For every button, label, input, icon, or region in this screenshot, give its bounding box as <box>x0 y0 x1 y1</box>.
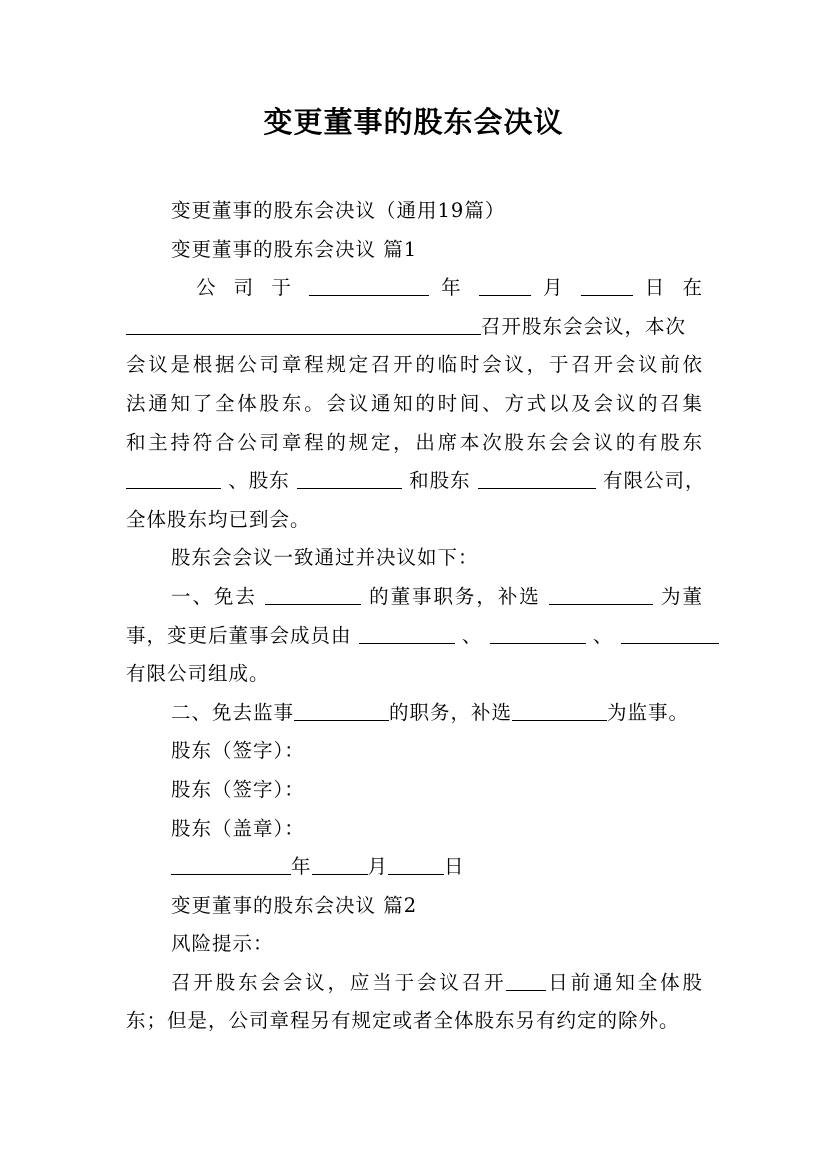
blank-date-month <box>312 855 368 876</box>
shareholders-line <box>126 462 706 501</box>
section-heading-1: 变更董事的股东会决议 篇1 <box>171 237 418 261</box>
blank-location <box>126 314 481 335</box>
section-heading-2: 变更董事的股东会决议 篇2 <box>171 893 418 917</box>
blank-removed-supervisor <box>294 700 389 721</box>
location-line <box>126 308 703 347</box>
text-month: 月 <box>542 276 569 300</box>
blank-date-year <box>171 855 291 876</box>
notice-line-2: 东；但是，公司章程另有规定或者全体股东另有约定的除外。 <box>126 1009 680 1033</box>
risk-label: 风险提示： <box>171 932 274 956</box>
blank-shareholder-1 <box>126 469 221 490</box>
r1-text-c: 为董 <box>661 584 703 608</box>
blank-board-member-1 <box>359 623 455 644</box>
body-line-5: 和主持符合公司章程的规定，出席本次股东会会议的有股东 <box>126 430 703 454</box>
shareholder-end: 有限公司， <box>603 469 706 493</box>
text-day: 日 <box>644 276 671 300</box>
notice-text-a: 召开股东会会议，应当于会议召开 <box>171 970 507 994</box>
notice-line-1 <box>126 964 703 1003</box>
r2-text-b: 的职务，补选 <box>389 700 513 724</box>
date-day-label: 日 <box>444 855 465 879</box>
blank-board-member-3 <box>621 623 719 644</box>
resolution-intro: 股东会会议一致通过并决议如下： <box>171 546 479 570</box>
date-month-label: 月 <box>367 855 389 879</box>
shareholder-sep-2: 和股东 <box>409 469 471 493</box>
resolution-1-line-2 <box>126 617 703 656</box>
body-line-3: 会议是根据公司章程规定召开的临时会议，于召开会议前依 <box>126 353 703 377</box>
r2-text-a: 二、免去监事 <box>171 700 295 724</box>
document-title: 变更董事的股东会决议 <box>263 105 564 139</box>
blank-elected-supervisor <box>512 700 607 721</box>
blank-shareholder-2 <box>297 469 402 490</box>
r1-text-d: 事，变更后董事会成员由 <box>126 623 352 647</box>
text-zai: 在 <box>682 276 703 300</box>
blank-elected-director <box>549 584 653 605</box>
blank-year <box>309 276 429 297</box>
company-date-line <box>126 269 703 308</box>
text-year: 年 <box>441 276 467 300</box>
blank-board-member-2 <box>490 623 586 644</box>
r1-sep-1: 、 <box>461 623 483 647</box>
signature-line-1: 股东（签字）： <box>171 739 305 763</box>
blank-shareholder-3 <box>478 469 596 490</box>
seal-line: 股东（盖章）： <box>171 816 305 840</box>
document-body <box>126 192 706 1041</box>
body-line-7: 全体股东均已到会。 <box>126 507 311 531</box>
r1-text-b: 的董事职务，补选 <box>369 584 541 608</box>
date-year-label: 年 <box>291 855 312 879</box>
text-gong: 公 <box>196 276 222 300</box>
signature-line-2: 股东（签字）： <box>171 777 305 801</box>
blank-day <box>581 276 633 297</box>
blank-date-day <box>388 855 444 876</box>
resolution-1-line-1 <box>126 578 703 617</box>
blank-notice-days <box>506 970 546 991</box>
notice-text-b: 日前通知全体股 <box>546 970 703 994</box>
r1-text-a: 一、免去 <box>171 584 257 608</box>
text-si: 司 <box>233 276 260 300</box>
r1-sep-2: 、 <box>592 623 614 647</box>
r2-text-c: 为监事。 <box>607 700 690 724</box>
resolution-1-line-3: 有限公司组成。 <box>126 662 270 686</box>
body-line-4: 法通知了全体股东。会议通知的时间、方式以及会议的召集 <box>126 391 703 415</box>
blank-removed-director <box>265 584 361 605</box>
resolution-2 <box>126 694 703 733</box>
subtitle: 变更董事的股东会决议（通用19篇） <box>171 199 506 222</box>
shareholder-sep-1: 、股东 <box>228 469 290 493</box>
blank-month <box>479 276 531 297</box>
text-yu: 于 <box>271 276 297 300</box>
meeting-held-text: 召开股东会会议，本次 <box>481 314 687 338</box>
date-line <box>126 848 703 887</box>
